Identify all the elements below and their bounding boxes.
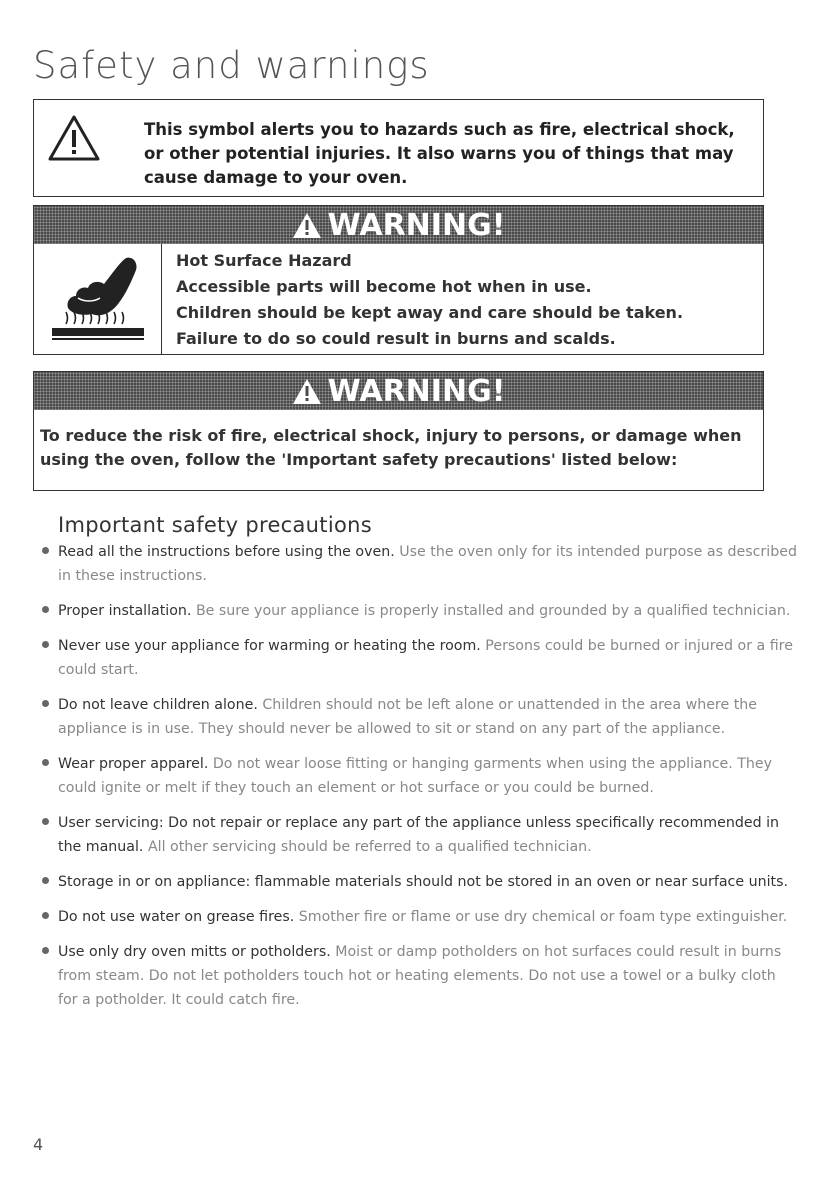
warning-banner-label: WARNING! (327, 373, 506, 409)
bullet-icon (42, 947, 49, 954)
precaution-lead: Do not leave children alone. (58, 697, 258, 713)
warning-banner (34, 372, 763, 410)
precaution-lead: User servicing: Do not repair or replace any part of the appliance unless specifically recommended in the manual. (58, 815, 780, 855)
list-item (38, 752, 798, 800)
hot-surface-heading: Hot Surface Hazard (176, 251, 352, 270)
safety-precautions-warning-box (33, 371, 764, 491)
precaution-lead: Use only dry oven mitts or potholders. (58, 944, 331, 960)
warning-triangle-icon (47, 114, 101, 162)
precaution-body: Be sure your appliance is properly installed and grounded by a qualified technician. (191, 603, 791, 619)
precaution-body: Smother fire or flame or use dry chemical or foam type extinguisher. (294, 909, 788, 925)
warning-triangle-icon (292, 378, 322, 405)
bullet-icon (42, 700, 49, 707)
precaution-lead: Wear proper apparel. (58, 756, 209, 772)
list-item (38, 540, 798, 588)
safety-warning-text: To reduce the risk of fire, electrical shock, injury to persons, or damage when using the oven, follow the 'Important safety precautions' listed below: (40, 426, 742, 469)
page-number: 4 (33, 1135, 44, 1154)
symbol-alert-box (33, 99, 764, 197)
precautions-title: Important safety precautions (58, 513, 372, 537)
precaution-lead: Storage in or on appliance: flammable materials should not be stored in an oven or near surface units. (58, 874, 788, 890)
hot-surface-hand-icon (48, 252, 148, 346)
list-item (38, 905, 798, 929)
warning-triangle-icon (292, 212, 322, 239)
precaution-body: Use the oven only for its intended purpose as described in these instructions. (58, 544, 797, 584)
precaution-lead: Proper installation. (58, 603, 192, 619)
bullet-icon (42, 818, 49, 825)
hot-surface-line: Children should be kept away and care should be taken. (176, 303, 684, 322)
precaution-body: Persons could be burned or injured or a fire could start. (58, 638, 793, 678)
precaution-body: All other servicing should be referred to a qualified technician. (143, 839, 592, 855)
precaution-lead: Do not use water on grease fires. (58, 909, 295, 925)
list-item (38, 940, 798, 1012)
page-title: Safety and warnings (33, 44, 430, 87)
precaution-lead: Never use your appliance for warming or heating the room. (58, 638, 481, 654)
list-item (38, 693, 798, 741)
list-item (38, 870, 798, 894)
hot-surface-line: Accessible parts will become hot when in use. (176, 277, 592, 296)
bullet-icon (42, 759, 49, 766)
precaution-body: Children should not be left alone or unattended in the area where the appliance is in use. They should never be allowed to sit or stand on any part of the appliance. (58, 697, 757, 737)
list-item (38, 811, 798, 859)
list-item (38, 599, 798, 623)
precautions-list (38, 540, 798, 1023)
precaution-lead: Read all the instructions before using the oven. (58, 544, 395, 560)
list-item (38, 634, 798, 682)
hot-surface-image (34, 244, 162, 354)
bullet-icon (42, 547, 49, 554)
bullet-icon (42, 912, 49, 919)
warning-banner-label: WARNING! (327, 207, 506, 243)
warning-banner (34, 206, 763, 244)
hot-surface-warning-box (33, 205, 764, 355)
precaution-body: Do not wear loose fitting or hanging garments when using the appliance. They could ignite or melt if they touch an element or hot surface or you could be burned. (58, 756, 773, 796)
bullet-icon (42, 877, 49, 884)
symbol-alert-text: This symbol alerts you to hazards such as fire, electrical shock, or other potential injuries. It also warns you of things that may cause damage to your oven. (144, 120, 735, 187)
bullet-icon (42, 606, 49, 613)
bullet-icon (42, 641, 49, 648)
hot-surface-line: Failure to do so could result in burns and scalds. (176, 329, 616, 348)
precaution-body: Moist or damp potholders on hot surfaces could result in burns from steam. Do not let potholders touch hot or heating elements. Do not use a towel or a bulky cloth for a potholder. It could catch fire. (58, 944, 782, 1008)
